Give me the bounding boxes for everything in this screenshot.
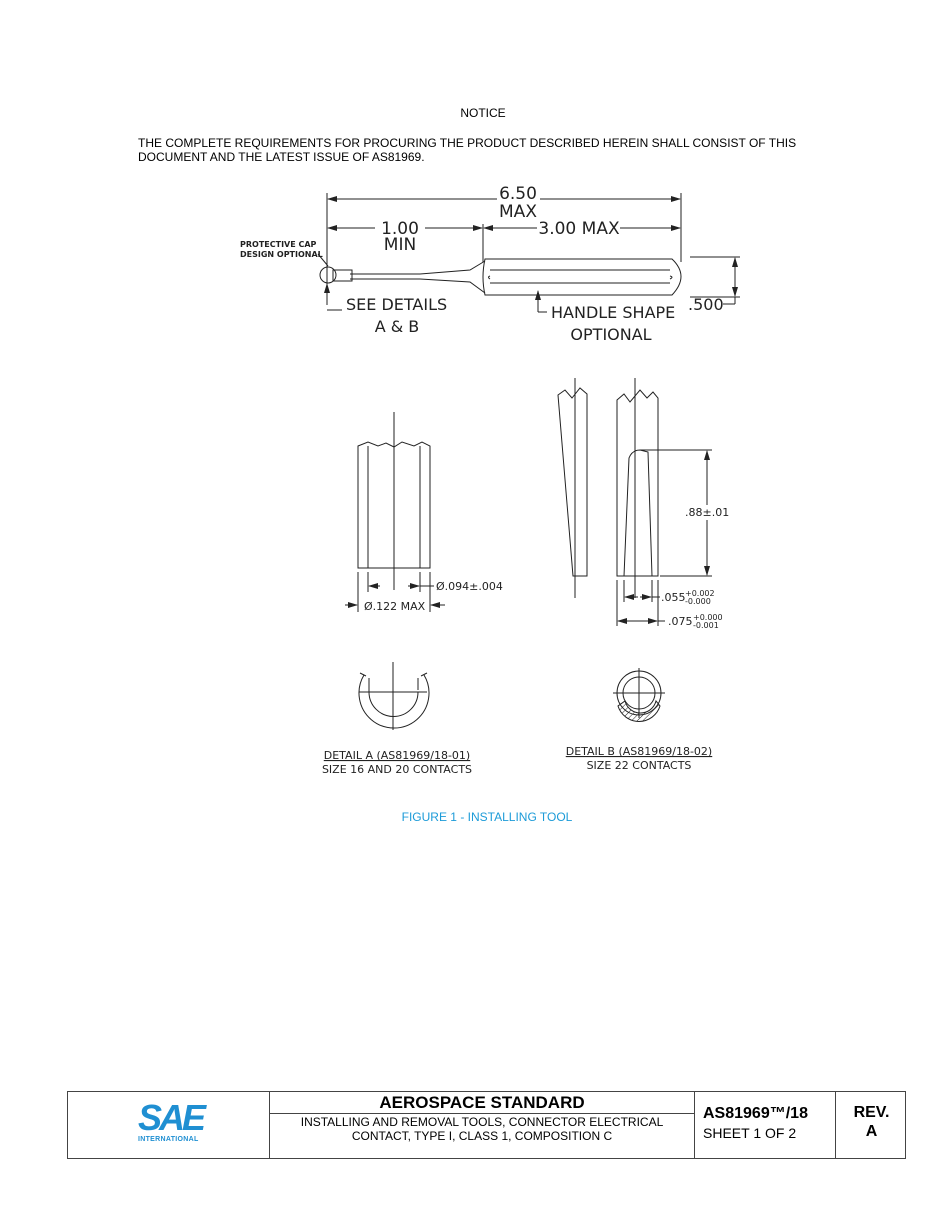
- wall-2-tol-minus: -0.001: [693, 621, 719, 630]
- blade-length-suffix: MIN: [383, 235, 417, 255]
- document-number-cell: [695, 1092, 836, 1158]
- sheet-number: SHEET 1 OF 2: [703, 1125, 797, 1141]
- figure-caption: FIGURE 1 - INSTALLING TOOL: [401, 810, 573, 824]
- subject-text: INSTALLING AND REMOVAL TOOLS, CONNECTOR ELECTRICAL CONTACT, TYPE I, CLASS 1, COMPOSITION C: [300, 1115, 664, 1143]
- handle-shape-1: HANDLE SHAPE: [551, 303, 676, 322]
- revision-label: REV.: [853, 1104, 890, 1121]
- outer-dia-dim: Ø.122 MAX: [364, 600, 426, 613]
- handle-shape-2: OPTIONAL: [570, 325, 652, 344]
- overall-length-suffix: MAX: [499, 202, 537, 222]
- title-cell: [270, 1092, 695, 1158]
- see-details-2: A & B: [374, 317, 420, 336]
- wall-2-dim: .075: [668, 615, 693, 628]
- handle-length-dim: 3.00 MAX: [538, 219, 620, 239]
- handle-dia-dim: .500: [688, 295, 724, 314]
- overall-length-dim: 6.50: [499, 184, 537, 204]
- notice-text: THE COMPLETE REQUIREMENTS FOR PROCURING THE PRODUCT DESCRIBED HEREIN SHALL CONSIST OF THIS DOCUMENT AND THE LATEST ISSUE OF AS81969.: [138, 136, 797, 164]
- cap-note-2: DESIGN OPTIONAL: [240, 250, 323, 259]
- sae-logo: [68, 1092, 270, 1158]
- detail-b-title: DETAIL B (AS81969/18-02): [565, 745, 713, 758]
- detail-b-sub: SIZE 22 CONTACTS: [586, 759, 692, 772]
- detail-a-sub: SIZE 16 AND 20 CONTACTS: [321, 763, 473, 776]
- wall-2-tol-plus: +0.000: [693, 613, 723, 622]
- blade-tip-front: [345, 412, 445, 612]
- logo-subtitle: INTERNATIONAL: [138, 1136, 199, 1143]
- wall-1-tol-minus: -0.000: [685, 597, 711, 606]
- tip-length-dim: .88±.01: [685, 506, 730, 519]
- blade-length-dim: 1.00: [381, 219, 419, 239]
- see-details-1: SEE DETAILS: [346, 295, 448, 314]
- wall-1-tol-plus: +0.002: [685, 589, 715, 598]
- inner-dia-dim: Ø.094±.004: [436, 580, 503, 593]
- detail-b-section: [613, 668, 665, 721]
- revision-value: A: [865, 1123, 878, 1140]
- document-number: AS81969™/18: [703, 1105, 808, 1122]
- notice-title: NOTICE: [460, 106, 506, 120]
- logo-mark: SAE: [138, 1097, 204, 1138]
- cap-note-1: PROTECTIVE CAP: [240, 240, 317, 249]
- title-block: [67, 1091, 906, 1159]
- revision-cell: [836, 1092, 907, 1158]
- detail-a-title: DETAIL A (AS81969/18-01): [323, 749, 471, 762]
- standard-title: AEROSPACE STANDARD: [270, 1092, 694, 1114]
- detail-a-section: [359, 662, 429, 730]
- wall-1-dim: .055: [661, 591, 686, 604]
